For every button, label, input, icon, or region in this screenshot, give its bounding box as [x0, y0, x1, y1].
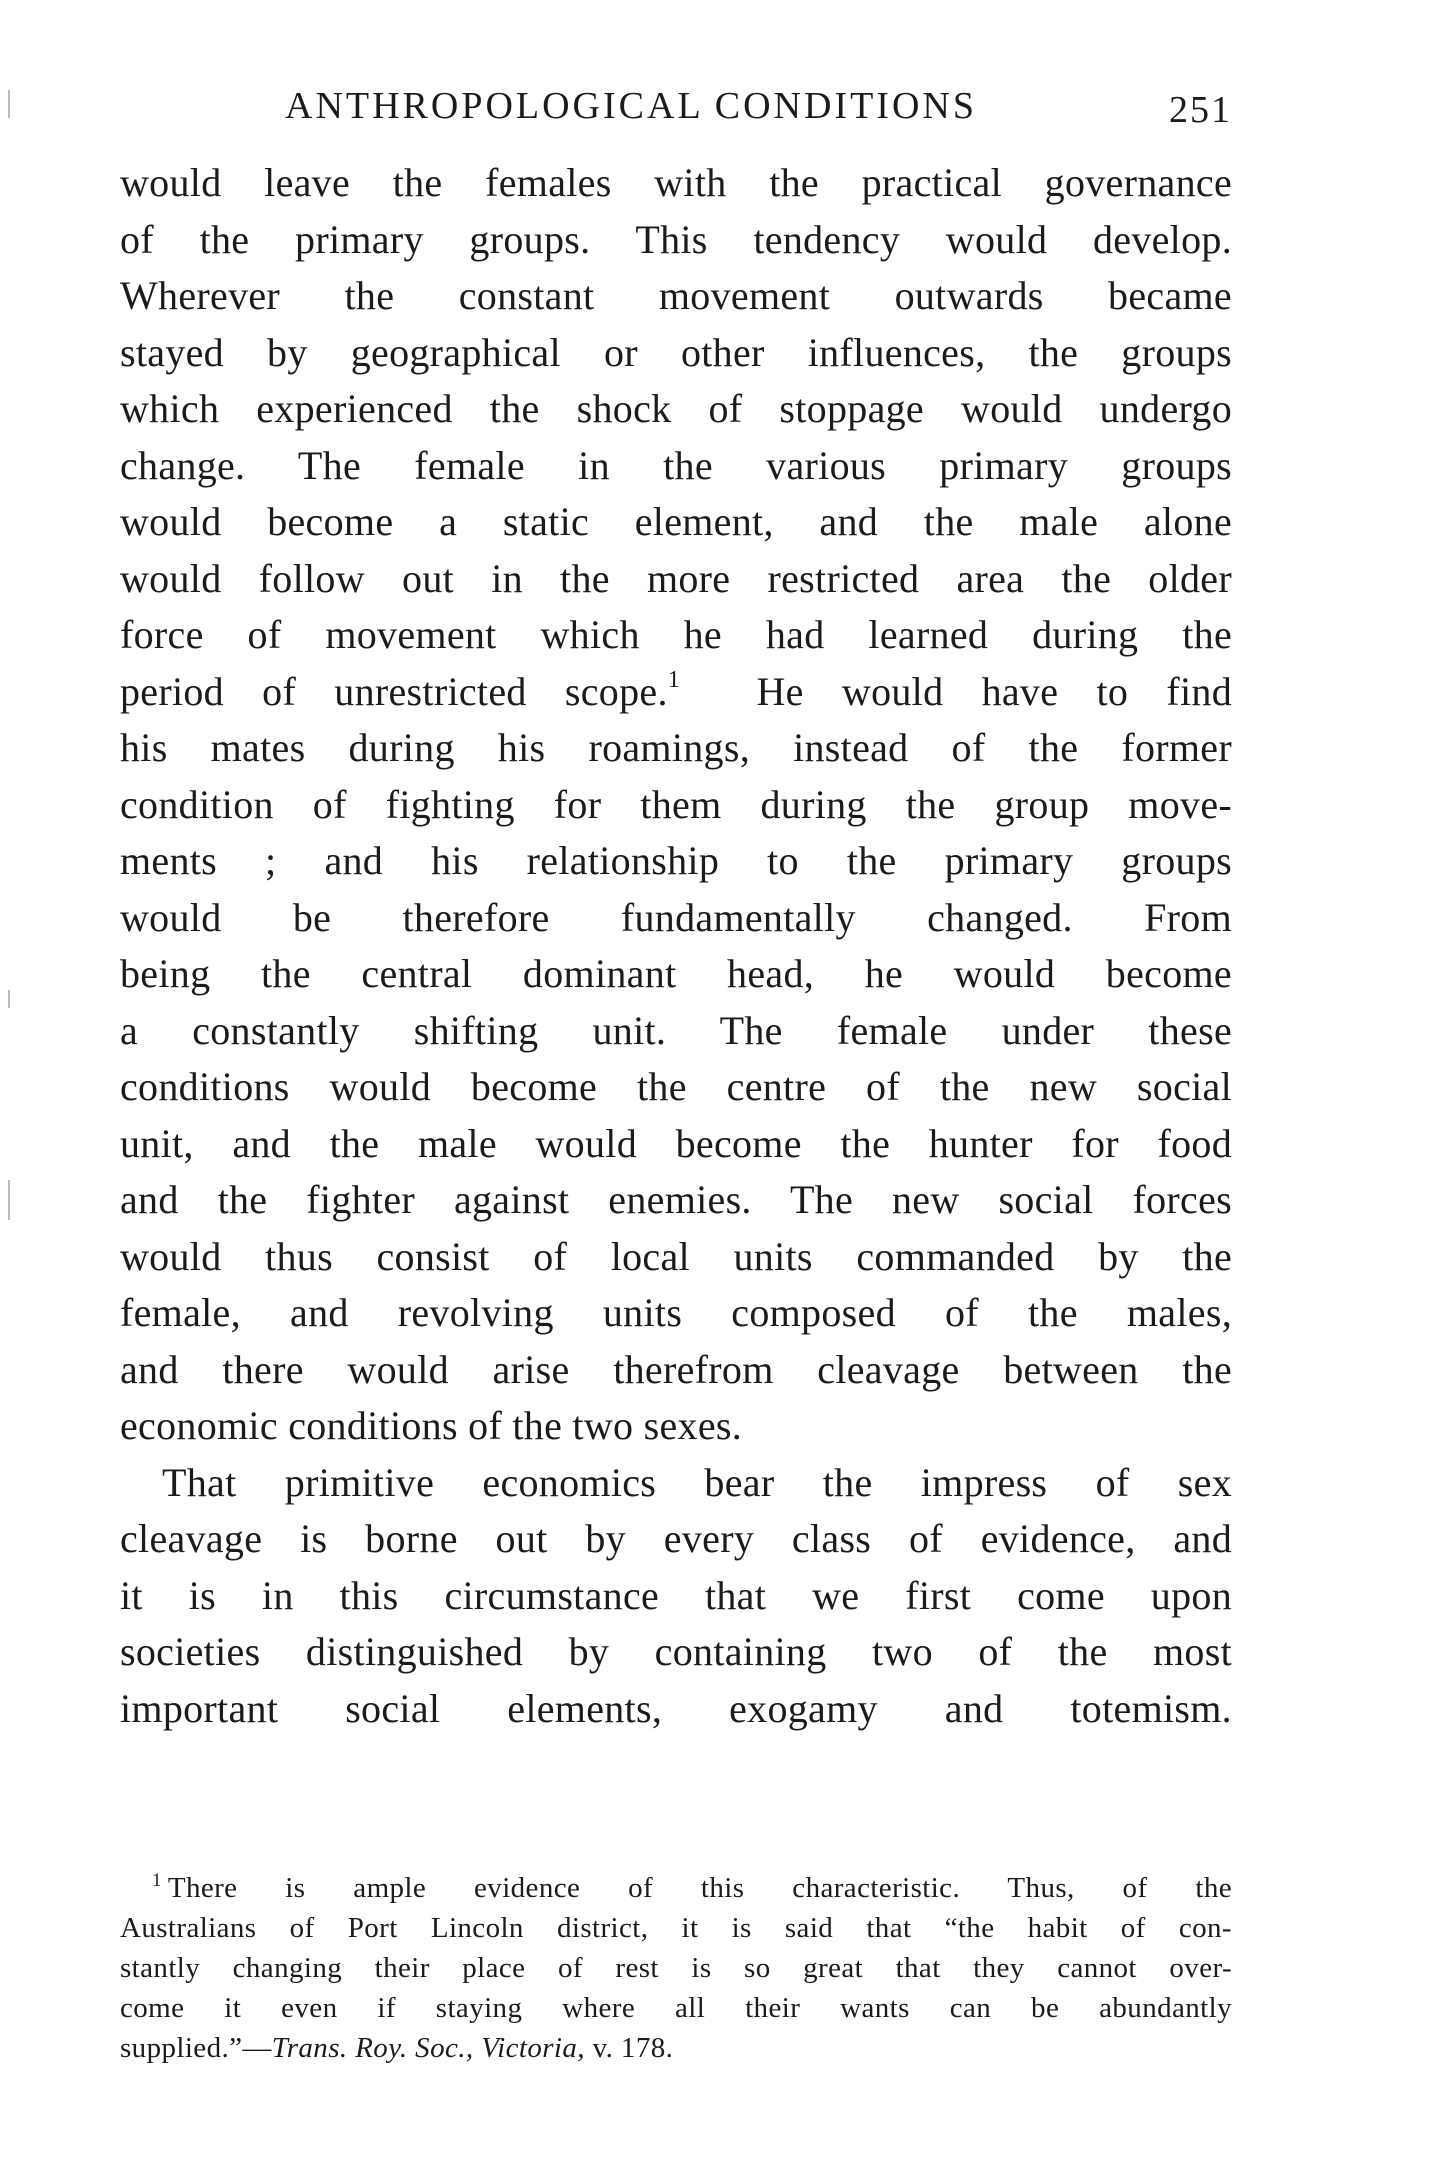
footnote-reference[interactable]: 1 — [667, 666, 681, 693]
text-line: his mates during his roamings, instead of the former — [120, 725, 1232, 770]
footnote-line: Australians of Port Lincoln district, it is said that “the habit of con- — [120, 1912, 1232, 1944]
running-head — [120, 78, 1232, 134]
paragraph — [120, 1455, 1232, 1738]
text-line: force of movement which he had learned during the — [120, 612, 1232, 657]
footnote-line: stantly changing their place of rest is so great that they cannot over- — [120, 1952, 1232, 1984]
text-line: would follow out in the more restricted area the older — [120, 555, 1232, 601]
text-segment: He would have to find — [756, 668, 1232, 714]
text-line: being the central dominant head, he would become — [120, 951, 1232, 996]
text-line: would be therefore fundamentally changed. From — [120, 894, 1232, 940]
text-line: ments ; and his relationship to the primary groups — [120, 838, 1232, 883]
text-line-with-footnote-ref — [120, 664, 1232, 721]
footnote-line — [120, 2028, 1232, 2068]
text-line: That primitive economics bear the impress of sex — [162, 1459, 1232, 1505]
text-line: change. The female in the various primary groups — [120, 442, 1232, 488]
paragraph — [120, 155, 1232, 1455]
text-line: and the fighter against enemies. The new social forces — [120, 1177, 1232, 1222]
body-text — [120, 155, 1232, 1737]
text-line: condition of fighting for them during the group move- — [120, 781, 1232, 827]
text-line: of the primary groups. This tendency would develop. — [120, 216, 1232, 262]
text-line: female, and revolving units composed of the males, — [120, 1290, 1232, 1335]
footnote-citation-page: v. 178. — [584, 2032, 674, 2064]
text-line: stayed by geographical or other influences, the groups — [120, 329, 1232, 375]
text-line: conditions would become the centre of the new social — [120, 1064, 1232, 1109]
text-line: important social elements, exogamy and totemism. — [120, 1685, 1232, 1731]
text-line: cleavage is borne out by every class of evidence, and — [120, 1516, 1232, 1561]
text-line: would become a static element, and the male alone — [120, 499, 1232, 544]
text-segment: period of unrestricted scope. — [120, 668, 668, 714]
scan-margin-mark — [8, 990, 10, 1008]
text-line: Wherever the constant movement outwards became — [120, 273, 1232, 318]
text-line: unit, and the male would become the hunter for food — [120, 1120, 1232, 1166]
text-line: economic conditions of the two sexes. — [120, 1403, 743, 1448]
footnote-citation-source: Trans. Roy. Soc., Victoria, — [271, 2032, 585, 2064]
page-number: 251 — [1169, 89, 1232, 131]
footnote-text: There is ample evidence of this characteristic. Thus, of the — [167, 1872, 1232, 1904]
footnote — [120, 1868, 1232, 2068]
footnote-line: come it even if staying where all their wants can be abundantly — [120, 1992, 1232, 2024]
running-title: ANTHROPOLOGICAL CONDITIONS — [285, 85, 977, 127]
text-line: a constantly shifting unit. The female under these — [120, 1007, 1232, 1053]
footnote-line — [120, 1868, 1232, 1908]
scan-margin-mark — [8, 90, 10, 118]
text-line: societies distinguished by containing two of the most — [120, 1629, 1232, 1674]
text-line: it is in this circumstance that we first come upon — [120, 1572, 1232, 1618]
text-line: and there would arise therefrom cleavage between the — [120, 1346, 1232, 1392]
footnote-marker: 1 — [152, 1869, 162, 1891]
text-line: would leave the females with the practical governance — [120, 160, 1232, 205]
text-line: which experienced the shock of stoppage would undergo — [120, 386, 1232, 431]
footnote-text: supplied.”— — [120, 2032, 272, 2064]
text-line: would thus consist of local units commanded by the — [120, 1233, 1232, 1279]
scan-margin-mark — [8, 1180, 10, 1220]
